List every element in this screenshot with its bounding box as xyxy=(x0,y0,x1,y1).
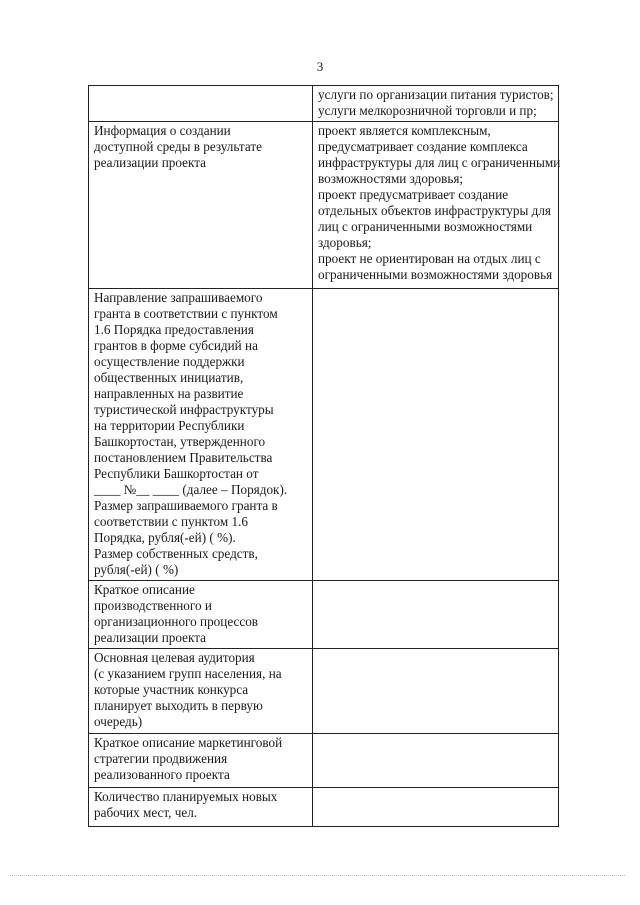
field-label-cell xyxy=(89,86,313,122)
text-line: Размер собственных средств, xyxy=(94,546,258,561)
field-label-cell xyxy=(89,289,313,581)
field-value-cell xyxy=(313,734,559,788)
field-label-cell xyxy=(89,734,313,788)
text-line: здоровья; xyxy=(318,235,372,250)
field-value-cell xyxy=(313,86,559,122)
text-line: рубля(-ей) ( %) xyxy=(94,562,179,577)
text-line: осуществление поддержки xyxy=(94,354,245,369)
table-row xyxy=(89,289,559,581)
text-line: реализованного проекта xyxy=(94,767,230,782)
text-line: ограниченными возможностями здоровья xyxy=(318,267,553,282)
text-line: грантов в форме субсидий на xyxy=(94,338,258,353)
text-line: производственного и xyxy=(94,598,212,613)
text-line: Размер запрашиваемого гранта в xyxy=(94,498,278,513)
text-line: очередь) xyxy=(94,714,143,729)
text-line: лиц с ограниченными возможностями xyxy=(318,219,533,234)
text-line: доступной среды в результате xyxy=(94,139,262,154)
text-line: постановлением Правительства xyxy=(94,450,273,465)
text-line: Республики Башкортостан от xyxy=(94,466,259,481)
application-form-table xyxy=(88,85,559,827)
text-line: предусматривает создание комплекса xyxy=(318,139,528,154)
field-label-cell xyxy=(89,649,313,734)
field-value-cell xyxy=(313,649,559,734)
field-value-cell xyxy=(313,581,559,649)
text-line: услуги по организации питания туристов; xyxy=(318,87,554,102)
text-line: реализации проекта xyxy=(94,155,207,170)
text-line: (с указанием групп населения, на xyxy=(94,666,282,681)
text-line: проект является комплексным, xyxy=(318,123,491,138)
field-value-cell xyxy=(313,788,559,827)
text-line: Количество планируемых новых xyxy=(94,789,278,804)
field-label-cell xyxy=(89,788,313,827)
text-line: проект предусматривает создание xyxy=(318,187,509,202)
text-line: Направление запрашиваемого xyxy=(94,290,263,305)
page-number: 3 xyxy=(316,59,324,74)
text-line: туристической инфраструктуры xyxy=(94,402,274,417)
text-line: услуги мелкорозничной торговли и пр; xyxy=(318,103,537,118)
text-line: организационного процессов xyxy=(94,614,259,629)
text-line: Порядка, рубля(-ей) ( %). xyxy=(94,530,236,545)
text-line: реализации проекта xyxy=(94,630,207,645)
text-line: Краткое описание xyxy=(94,582,195,597)
field-value-cell xyxy=(313,289,559,581)
table-row xyxy=(89,122,559,289)
table-row xyxy=(89,734,559,788)
text-line: планирует выходить в первую xyxy=(94,698,263,713)
text-line: стратегии продвижения xyxy=(94,751,228,766)
text-line: проект не ориентирован на отдых лиц с xyxy=(318,251,541,266)
field-label-cell xyxy=(89,581,313,649)
text-line: общественных инициатив, xyxy=(94,370,244,385)
field-value-cell xyxy=(313,122,559,289)
text-line: возможностями здоровья; xyxy=(318,171,464,186)
text-line: 1.6 Порядка предоставления xyxy=(94,322,254,337)
table-row xyxy=(89,581,559,649)
scan-edge-line xyxy=(10,875,625,876)
text-line: которые участник конкурса xyxy=(94,682,249,697)
text-line: гранта в соответствии с пунктом xyxy=(94,306,278,321)
text-line: направленных на развитие xyxy=(94,386,244,401)
text-line: Основная целевая аудитория xyxy=(94,650,255,665)
table-row xyxy=(89,86,559,122)
table-row xyxy=(89,788,559,827)
text-line: отдельных объектов инфраструктуры для xyxy=(318,203,551,218)
table-row xyxy=(89,649,559,734)
text-line: на территории Республики xyxy=(94,418,245,433)
text-line: Краткое описание маркетинговой xyxy=(94,735,283,750)
text-line: Башкортостан, утвержденного xyxy=(94,434,266,449)
text-line: соответствии с пунктом 1.6 xyxy=(94,514,248,529)
field-label-cell xyxy=(89,122,313,289)
text-line: рабочих мест, чел. xyxy=(94,805,198,820)
text-line: ____ №__ ____ (далее – Порядок). xyxy=(94,482,288,497)
text-line: Информация о создании xyxy=(94,123,231,138)
text-line: инфраструктуры для лиц с ограниченными xyxy=(318,155,561,170)
